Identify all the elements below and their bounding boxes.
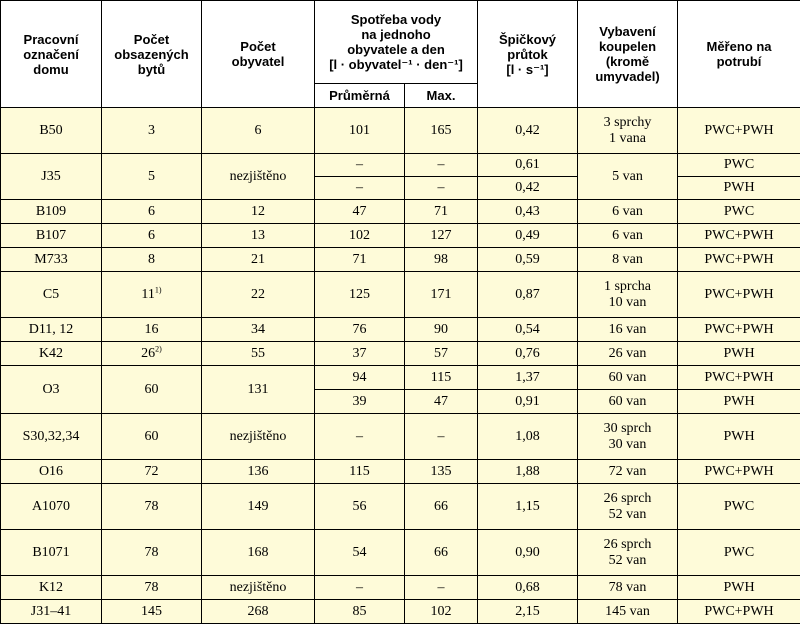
cell-house: B109 [1,200,102,224]
cell-avg: 94 [315,366,405,390]
cell-residents: 22 [202,272,315,318]
cell-max: 171 [405,272,478,318]
cell-flats: 78 [102,576,202,600]
cell-max: 66 [405,484,478,530]
cell-residents: 34 [202,318,315,342]
cell-pipe: PWC [678,484,800,530]
cell-equipment: 30 sprch 30 van [578,414,678,460]
cell-max: 90 [405,318,478,342]
table-row [1,224,800,248]
cell-max: 71 [405,200,478,224]
cell-house: J31–41 [1,600,102,624]
cell-equipment: 16 van [578,318,678,342]
cell-avg: 71 [315,248,405,272]
cell-flats: 145 [102,600,202,624]
table-row [1,484,800,530]
cell-pipe: PWC+PWH [678,108,800,154]
cell-avg: 115 [315,460,405,484]
cell-house: O16 [1,460,102,484]
cell-flats: 78 [102,484,202,530]
table-row [1,272,800,318]
cell-avg: 37 [315,342,405,366]
table-row [1,600,800,624]
cell-house: O3 [1,366,102,414]
header-consumption-unit: [l · obyvatel⁻¹ · den⁻¹] [317,57,475,72]
cell-flats: 6 [102,224,202,248]
cell-house: C5 [1,272,102,318]
table-row [1,248,800,272]
cell-equipment: 72 van [578,460,678,484]
table-row [1,414,800,460]
footnote-marker: 1) [155,285,162,294]
cell-pipe: PWC [678,200,800,224]
cell-house: B50 [1,108,102,154]
cell-residents: 131 [202,366,315,414]
cell-residents: 6 [202,108,315,154]
header-house-label: Pracovní označení domu [1,1,102,108]
cell-pipe: PWC+PWH [678,460,800,484]
cell-peak: 0,42 [478,177,578,200]
cell-flats [102,272,202,318]
cell-avg: 56 [315,484,405,530]
cell-avg: 85 [315,600,405,624]
cell-flats: 60 [102,366,202,414]
cell-equipment: 5 van [578,154,678,200]
cell-residents: 12 [202,200,315,224]
cell-peak: 0,42 [478,108,578,154]
cell-equipment: 26 sprch 52 van [578,484,678,530]
cell-pipe: PWH [678,414,800,460]
header-consumption [315,1,478,84]
cell-avg: 102 [315,224,405,248]
cell-equipment: 26 van [578,342,678,366]
cell-residents: 268 [202,600,315,624]
cell-avg: 101 [315,108,405,154]
cell-avg: 54 [315,530,405,576]
table-row [1,154,800,177]
cell-residents: 168 [202,530,315,576]
cell-pipe: PWH [678,177,800,200]
cell-residents: 21 [202,248,315,272]
header-consumption-max: Max. [405,84,478,108]
cell-avg: – [315,414,405,460]
header-peak-flow-title: Špičkový průtok [480,32,575,62]
cell-equipment: 3 sprchy 1 vana [578,108,678,154]
header-residents: Počet obyvatel [202,1,315,108]
cell-max: 98 [405,248,478,272]
cell-max: – [405,414,478,460]
cell-flats: 5 [102,154,202,200]
cell-pipe: PWC+PWH [678,600,800,624]
cell-max: – [405,154,478,177]
cell-flats: 16 [102,318,202,342]
cell-house: K12 [1,576,102,600]
cell-flats: 72 [102,460,202,484]
cell-house: K42 [1,342,102,366]
cell-avg: – [315,154,405,177]
cell-max: 47 [405,390,478,414]
cell-residents: nezjištěno [202,576,315,600]
cell-equipment: 8 van [578,248,678,272]
cell-peak: 0,59 [478,248,578,272]
cell-house: B107 [1,224,102,248]
table-row [1,530,800,576]
cell-flats: 8 [102,248,202,272]
cell-peak: 2,15 [478,600,578,624]
table-row [1,576,800,600]
cell-peak: 0,61 [478,154,578,177]
cell-house: J35 [1,154,102,200]
cell-equipment: 78 van [578,576,678,600]
cell-pipe: PWC+PWH [678,318,800,342]
cell-house: A1070 [1,484,102,530]
table-row [1,318,800,342]
cell-max: 127 [405,224,478,248]
cell-peak: 0,90 [478,530,578,576]
cell-peak: 0,87 [478,272,578,318]
cell-pipe: PWH [678,342,800,366]
cell-pipe: PWH [678,390,800,414]
cell-avg: – [315,177,405,200]
cell-residents: nezjištěno [202,154,315,200]
cell-peak: 1,88 [478,460,578,484]
header-peak-flow-unit: [l · s⁻¹] [480,62,575,77]
cell-residents: 136 [202,460,315,484]
table-row [1,108,800,154]
cell-avg: 125 [315,272,405,318]
cell-residents: 149 [202,484,315,530]
cell-max: 102 [405,600,478,624]
cell-pipe: PWC+PWH [678,248,800,272]
cell-house: M733 [1,248,102,272]
table-row [1,460,800,484]
table-row [1,342,800,366]
cell-peak: 0,91 [478,390,578,414]
cell-max: – [405,576,478,600]
cell-flats: 3 [102,108,202,154]
cell-equipment: 6 van [578,200,678,224]
header-flats: Počet obsazených bytů [102,1,202,108]
cell-house: B1071 [1,530,102,576]
cell-pipe: PWH [678,576,800,600]
cell-flats-value: 11 [141,287,154,302]
cell-max: 165 [405,108,478,154]
cell-equipment: 1 sprcha 10 van [578,272,678,318]
header-consumption-title: Spotřeba vody na jednoho obyvatele a den [317,12,475,57]
header-bathroom-equipment: Vybavení koupelen (kromě umyvadel) [578,1,678,108]
cell-max: – [405,177,478,200]
cell-equipment: 6 van [578,224,678,248]
cell-equipment: 60 van [578,366,678,390]
cell-house: D11, 12 [1,318,102,342]
cell-avg: 39 [315,390,405,414]
cell-flats: 60 [102,414,202,460]
cell-pipe: PWC+PWH [678,366,800,390]
cell-peak: 0,68 [478,576,578,600]
cell-peak: 0,49 [478,224,578,248]
cell-peak: 0,54 [478,318,578,342]
cell-flats: 6 [102,200,202,224]
cell-residents: 55 [202,342,315,366]
cell-max: 135 [405,460,478,484]
cell-pipe: PWC+PWH [678,272,800,318]
cell-avg: – [315,576,405,600]
cell-flats: 78 [102,530,202,576]
cell-peak: 1,37 [478,366,578,390]
cell-flats [102,342,202,366]
cell-residents: 13 [202,224,315,248]
cell-max: 66 [405,530,478,576]
header-measured-pipe: Měřeno na potrubí [678,1,800,108]
cell-peak: 1,15 [478,484,578,530]
footnote-marker: 2) [155,344,162,353]
cell-pipe: PWC+PWH [678,224,800,248]
table-row [1,366,800,390]
cell-pipe: PWC [678,154,800,177]
header-consumption-average: Průměrná [315,84,405,108]
cell-max: 57 [405,342,478,366]
cell-peak: 0,43 [478,200,578,224]
cell-equipment: 26 sprch 52 van [578,530,678,576]
cell-avg: 47 [315,200,405,224]
cell-max: 115 [405,366,478,390]
header-peak-flow [478,1,578,108]
cell-peak: 0,76 [478,342,578,366]
cell-residents: nezjištěno [202,414,315,460]
cell-peak: 1,08 [478,414,578,460]
cell-avg: 76 [315,318,405,342]
cell-equipment: 60 van [578,390,678,414]
cell-flats-value: 26 [141,346,155,361]
cell-house: S30,32,34 [1,414,102,460]
table-row [1,200,800,224]
cell-pipe: PWC [678,530,800,576]
cell-equipment: 145 van [578,600,678,624]
